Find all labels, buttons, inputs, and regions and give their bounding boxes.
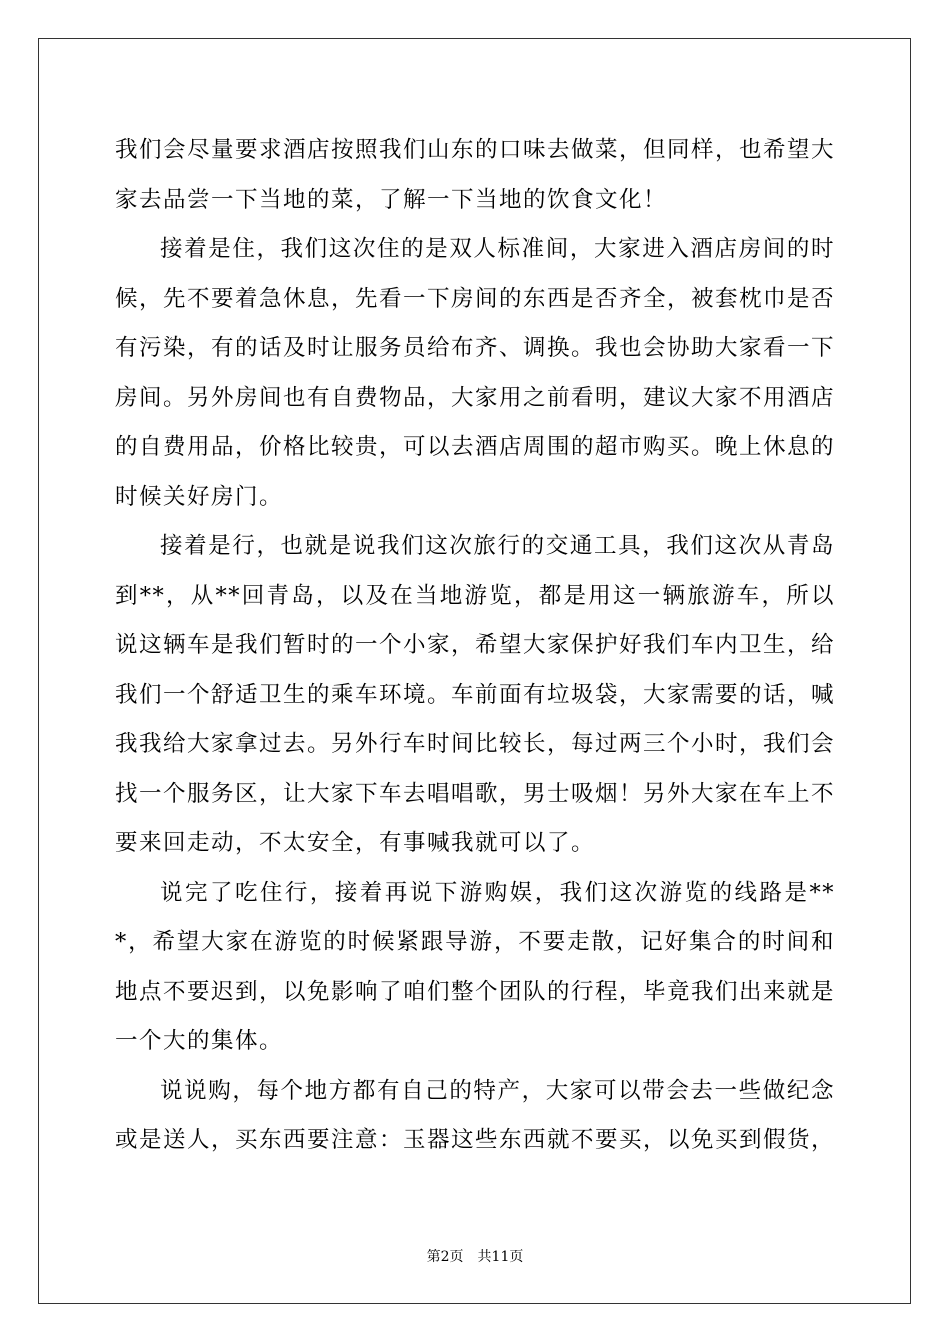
paragraph-food: 我们会尽量要求酒店按照我们山东的口味去做菜，但同样，也希望大家去品尝一下当地的菜，了解一下当地的饮食文化！ [115,137,836,213]
paragraph-transport: 接着是行，也就是说我们这次旅行的交通工具，我们这次从青岛到**，从**回青岛，以及在当地游览，都是用这一辆旅游车，所以说这辆车是我们暂时的一个小家，希望大家保护好我们车内卫生，给我们一个舒适卫生的乘车环境。车前面有垃圾袋，大家需要的话，喊我我给大家拿过去。另外行车时间比较长，每过两三个小时，我们会找一个服务区，让大家下车去唱唱歌，男士吸烟！另外大家在车上不要来回走动，不太安全，有事喊我就可以了。 [115,533,836,856]
page-number-footer: 第2页 共11页 [426,1249,524,1265]
paragraph-tour: 说完了吃住行，接着再说下游购娱，我们这次游览的线路是***，希望大家在游览的时候紧跟导游，不要走散，记好集合的时间和地点不要迟到，以免影响了咱们整个团队的行程，毕竟我们出来就是一个大的集体。 [115,879,836,1054]
document-body [115,126,835,1166]
paragraph-lodging: 接着是住，我们这次住的是双人标准间，大家进入酒店房间的时候，先不要着急休息，先看一下房间的东西是否齐全，被套枕巾是否有污染，有的话及时让服务员给布齐、调换。我也会协助大家看一下房间。另外房间也有自费物品，大家用之前看明，建议大家不用酒店的自费用品，价格比较贵，可以去酒店周围的超市购买。晚上休息的时候关好房门。 [115,236,836,510]
paragraph-shopping: 说说购，每个地方都有自己的特产，大家可以带会去一些做纪念或是送人，买东西要注意：玉器这些东西就不要买，以免买到假货， [115,1077,836,1153]
